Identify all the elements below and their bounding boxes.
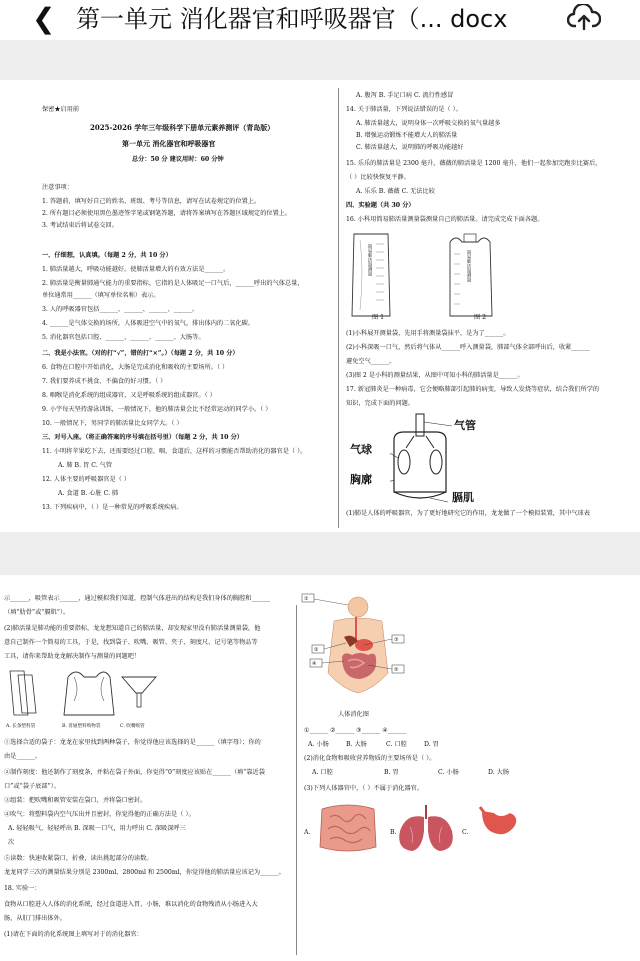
question-line: 6. 食物在口腔中开始消化，大肠是完成消化和吸收的主要场所。（ ） xyxy=(42,364,229,371)
notice-line: 2. 所有题目必须使用黑色墨迹签字笔或钢笔答题，请将答案填写在答题区域规定的位置上。 xyxy=(42,210,292,217)
bag-caption: C. 吹嘴吸管 xyxy=(120,724,145,729)
option-b: B. 胃 xyxy=(384,769,399,776)
option-a: A. 口腔 xyxy=(312,769,333,776)
document-title: 第一单元 消化器官和呼吸器官（... docx xyxy=(76,5,508,33)
organ-options-figure xyxy=(314,801,524,857)
section-4-heading: 四、实验题（共 30 分） xyxy=(346,202,415,209)
option-a: A. 小肠 xyxy=(308,741,329,748)
label-diaphragm: 膈肌 xyxy=(452,491,474,504)
figure-caption: 图 2 xyxy=(474,314,487,321)
marker-4: ④ xyxy=(312,661,317,667)
question-line: 示______，吸管表示______，通过模拟我们知道，控制气体进出的结构是我们身体的胸腔和______ xyxy=(4,595,271,602)
top-bar xyxy=(0,0,640,40)
question-line: 4. ______是气体交换的场所，人体吸进空气中的氧气，排出体内的二氧化碳。 xyxy=(42,320,255,327)
marker-3: ③ xyxy=(394,637,399,643)
bag-options-figure xyxy=(4,667,204,719)
section-2-heading: 二、我是小法官。（对的打“√”，错的打“×”。）（每题 2 分，共 10 分） xyxy=(42,350,239,357)
marker-1: ① xyxy=(304,596,309,602)
option-line: A. 食道 B. 心脏 C. 肺 xyxy=(58,490,119,497)
marker-5: ⑤ xyxy=(394,667,399,673)
question-line: (1)请在下面的消化系统图上填写对于的消化器官： xyxy=(4,931,143,938)
label-balloon: 气球 xyxy=(350,443,372,456)
answer-blanks: ①______ ②______ ③______ ④______ xyxy=(304,727,407,734)
question-line: ③组装：把吹嘴和吸管安装在袋口，并将袋口密封。 xyxy=(4,797,147,804)
question-line: 12. 人体主要的呼吸器官是（ ） xyxy=(42,476,131,483)
score-info: 总分：50 分 建议用时：60 分钟 xyxy=(132,156,224,163)
question-line: 5. 消化器官包括口腔、______、______、______、大肠等。 xyxy=(42,334,205,341)
option-line: A. 轻轻吸气，轻轻呼出 B. 深吸一口气，用力呼出 C. 深吸深呼三 xyxy=(8,825,186,832)
question-line: 9. 小宇每天坚持游泳训练，一般情况下，他的肺活量会比不经常运动的同学小。（ ） xyxy=(42,406,272,413)
column-divider xyxy=(338,88,339,528)
question-line: 16. 小科用简易肺活量测量袋测量自己的肺活量。请完成完成下面各题。 xyxy=(346,216,544,223)
column-divider xyxy=(296,605,297,955)
question-line: 14. 关于肺活量，下列说法错误的是（ ）。 xyxy=(346,106,462,113)
secret-label: 保密★启用前 xyxy=(42,106,80,113)
unit-title: 第一单元 消化器官和呼吸器官 xyxy=(122,139,216,148)
question-line: 18. 实验一： xyxy=(4,885,41,892)
question-line: ④吹气：将塑料袋内空气压出并且密封，你觉得他的正确方法是（ ）。 xyxy=(4,811,195,818)
option-line: 次 xyxy=(8,839,15,846)
question-line: (2)肺活量是肺功能的重要指标，龙龙想知道自己的肺活量，却发现家里没有肺活量测量袋，他 xyxy=(4,625,261,632)
question-line: 龙龙同学三次的测量结果分别是 2300ml、2800ml 和 2500ml，你觉得他的肺活量应该记为______。 xyxy=(4,869,285,876)
question-line: 工具，请你来帮助龙龙解决制作与测量的问题吧！ xyxy=(4,653,141,660)
question-line: 3. 人的呼吸器官包括______、______、______、______。 xyxy=(42,306,199,313)
question-line: (3)下列人体器官中，（ ）不属于消化器官。 xyxy=(304,785,424,792)
question-line: 1. 肺活量越大，呼吸功能越好。使肺活量增大的有效方法是______。 xyxy=(42,266,230,273)
question-line: 10. 一般情况下，男同学的肺活量比女同学大。（ ） xyxy=(42,420,183,427)
question-line: (2)消化食物和吸收营养物质的主要场所是（ ）。 xyxy=(304,755,436,762)
section-1-heading: 一、仔细想，认真填。（每题 2 分，共 10 分） xyxy=(42,252,172,259)
question-line: 7. 我们要养成不挑食、不偏食的好习惯。（ ） xyxy=(42,378,167,385)
lungs-image xyxy=(399,805,453,851)
option-d: D. 大肠 xyxy=(488,769,510,776)
question-line: 单位通常用______（填写单位名称）表示。 xyxy=(42,292,160,299)
organ-option-b: B. xyxy=(390,829,397,836)
question-line: 8. 咽喉是消化系统的组成器官，又是呼吸系统的组成器官。（ ） xyxy=(42,392,216,399)
question-line: 2. 肺活量是衡量肺通气能力的重要指标，它指的是人体吸足一口气后，______呼出的气体总量， xyxy=(42,280,304,287)
question-line: (2)小科深吸一口气，然后将气体从______呼入测量袋，肺部气体全部呼出后，收紧______ xyxy=(346,344,590,351)
bag-label: 简易肺活量测量 xyxy=(367,244,372,277)
marker-2: ② xyxy=(314,647,319,653)
option-line: A. 肺 B. 胃 C. 气管 xyxy=(58,462,113,469)
question-line: (1)肺是人体的呼吸器官，为了更好地研究它的作用，龙龙做了一个模拟装置，其中气球表 xyxy=(346,510,590,517)
option-line: B. 增强运动锻炼不能增大人的肺活量 xyxy=(356,132,458,139)
label-trachea: 气管 xyxy=(454,419,476,432)
bag-caption: B. 普通塑料购物袋 xyxy=(62,724,101,729)
label-chest: 胸廓 xyxy=(350,473,372,486)
option-d: D. 胃 xyxy=(424,741,439,748)
option-line: C. 肺活量越大，说明肺的呼吸功能越好 xyxy=(356,144,464,151)
option-line: A. 腹泻 B. 手足口病 C. 流行性感冒 xyxy=(356,92,454,99)
option-c: C. 口腔 xyxy=(386,741,407,748)
question-line: ①选择合适的袋子：龙龙在家里找到两种袋子，你觉得他应该选择的是______（填字母）；你的 xyxy=(4,739,261,746)
option-b: B. 大肠 xyxy=(346,741,367,748)
option-line: A. 肺活量越大，说明身体一次呼吸交换的氧气量越多 xyxy=(356,120,501,127)
question-line: 口”或“袋子底部”）。 xyxy=(4,783,60,790)
question-line: 由是______。 xyxy=(4,753,42,760)
question-line: （填“肋骨”或“膈肌”）。 xyxy=(4,609,70,616)
organ-option-c: C. xyxy=(462,829,469,836)
question-line: 知识，完成下面的问题。 xyxy=(346,400,415,407)
bag-caption: A. 长条塑料袋 xyxy=(6,724,36,729)
question-line: 避免空气______。 xyxy=(346,358,396,365)
question-line: （ ）比较快恢复平静。 xyxy=(346,174,410,181)
cloud-upload-icon[interactable] xyxy=(567,4,601,32)
stomach-image xyxy=(480,807,516,834)
option-c: C. 小肠 xyxy=(438,769,459,776)
question-line: 11. 小明将苹果吃下去，还需要经过口腔、咽、食道后，这样的习惯能否帮助消化的器官是（ ）。 xyxy=(42,448,307,455)
notice-heading: 注意事项： xyxy=(42,184,73,191)
section-3-heading: 三、对号入座。（将正确答案的序号填在括号里）（每题 2 分，共 10 分） xyxy=(42,434,243,441)
question-line: 17. 新冠肺炎是一种病毒，它会便略肺部引起肺的病变，导致人发烧等症状，结合我们所学的 xyxy=(346,386,600,393)
notice-line: 1. 答题前，填写好自己的姓名、班级、考号等信息，请写在试卷规定的位置上。 xyxy=(42,198,261,205)
notice-line: 3. 考试结束后将试卷交回。 xyxy=(42,222,118,229)
question-line: (1)小科展开测量袋，先用手将测量袋抹平，是为了______。 xyxy=(346,330,510,337)
question-line: ②制作刻度：他还制作了刻度条，并粘在袋子外面，你觉得“0”刻度应该贴在______（填“靠近袋 xyxy=(4,769,265,776)
exam-title: 2025-2026 学年三年级科学下册单元素养测评（青岛版） xyxy=(90,123,275,132)
question-line: 13. 下列疾病中，（ ）是一种常见的呼吸系统疾病。 xyxy=(42,504,183,511)
question-line: 意自己制作一个简易的工具，于是，找到袋子、吹嘴、吸管、夹子、刻度尺、记号笔等物品等 xyxy=(4,639,258,646)
figure-caption: 人体消化图 xyxy=(338,711,369,718)
document-page-2 xyxy=(0,575,640,961)
question-line: 15. 乐乐的肺活量是 2300 毫升，薇薇的肺活量是 1200 毫升，他们一起参加完跑步比赛后， xyxy=(346,160,602,167)
chevron-left-icon[interactable]: ❮ xyxy=(32,2,56,35)
intestine-image xyxy=(320,805,376,851)
document-page-1 xyxy=(0,80,640,532)
question-line: 肠，从肛门排出体外。 xyxy=(4,915,66,922)
lung-model-figure xyxy=(390,412,500,504)
question-line: ⑤读数：快速收紧袋口，折叠，读出挑起部分的读数。 xyxy=(4,855,153,862)
bag-label: 简易肺活量测量 xyxy=(466,250,471,283)
figure-caption: 图 1 xyxy=(372,314,385,321)
question-line: 食物从口腔进入人体的消化系统，经过食道进入胃、小肠，难以消化的食物残渣从小肠进入大 xyxy=(4,901,258,908)
organ-option-a: A. xyxy=(304,829,311,836)
question-line: (3)图 2 是小科的测量结果，从图中可知小科的肺活量是______。 xyxy=(346,372,524,379)
option-line: A. 乐乐 B. 薇薇 C. 无法比较 xyxy=(356,188,435,195)
